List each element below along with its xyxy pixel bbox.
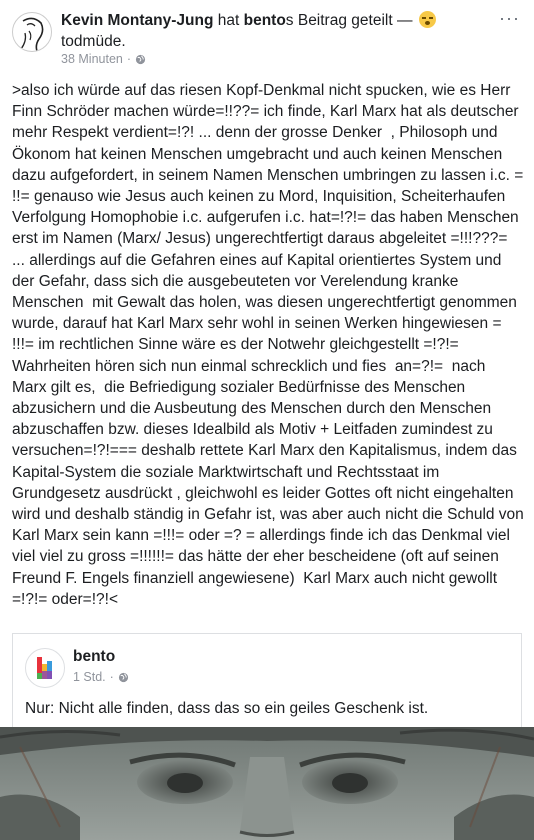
post-text: >also ich würde auf das riesen Kopf-Denkmal nicht spucken, wie es Herr Finn Schröder machen würde=!!??= ich finde, Karl Marx hat als deutscher mehr Respekt verdient=!?! ... denn der grosse Denker , Philosoph und Ökonom hat keinen Menschen umgebracht und auch keinen Menschen dazu aufgefordert, in seinem Namen Menschen umbringen zu lassen i.c. = !!= genauso wie Jesus auch keinen zu Mord, Inquisition, Scheiterhaufen Verfolgung Homophobie i.c. aufgerufen i.c. hat=!?!= das haben Menschen erst im Namen (Marx/ Jesus) ungerechtfertigt daraus abgeleitet =!!!???= ... allerdings auf die Gefahren eines auf Kapital orientiertes System und der Gefahr, dass sich die ausgebeuteten vor Verelendung kranke Menschen mit Gewalt das holen, was diesen ungerechtfertigt genommen wurde, darauf hat Karl Marx sehr wohl in seinen Werken hingewiesen = !!!= im rechtlichen Sinne wäre es der Notwehr gleichgestellt =!?!= Wahrheiten hören sich nun einmal schrecklich und fies an=?!= nach Marx gilt es, die Befriedigung sozialer Bedürfnisse des Menschen abzusichern und die Ausbeutung des Menschen durch den Menschen abzuschaffen bzw. dieses Idealbild als Motiv + Leitfaden zumindest zu versuchen=!?!=== deshalb rettete Karl Marx den Kapitalismus, indem das Kapital-System die soziale Marktwirtschaft und Rechtsstaat im Grundgesetz ausdrückt , gleichwohl es leider Gottes oft nicht eingehalten wird und deshalb ständig in Gefahr ist, was aber auch nicht die Schuld von Karl Marx sein kann =!!!= oder =? = allerdings finde ich das Denkmal viel viel viel zu gross =!!!!!!= das hätte der eher bescheidene (oft auf seinen Freund F. Engels finanziell angewiesene) Karl Marx auch nicht gewollt =!?!= oder=!?!< xyxy=(12,82,529,608)
shared-meta-separator: · xyxy=(109,670,114,684)
shared-page-name[interactable]: bento xyxy=(73,648,116,665)
shared-timestamp[interactable]: 1 Std. xyxy=(73,670,106,684)
sleepy-emoji-icon xyxy=(419,11,436,28)
globe-icon xyxy=(135,54,146,65)
shared-page-link[interactable]: bento xyxy=(243,12,286,29)
globe-icon xyxy=(118,672,129,683)
feeling-text[interactable]: todmüde. xyxy=(61,33,126,50)
meta-separator: · xyxy=(126,52,132,66)
author-avatar[interactable] xyxy=(12,12,52,52)
post-photo[interactable] xyxy=(0,727,534,840)
action-suffix: s Beitrag geteilt — xyxy=(285,12,413,29)
shared-post-text: Nur: Nicht alle finden, dass das so ein geiles Geschenk ist. xyxy=(25,700,429,717)
action-prefix: hat xyxy=(217,12,240,29)
bento-logo-icon[interactable] xyxy=(25,648,65,688)
shared-meta xyxy=(73,670,129,684)
post-header xyxy=(0,0,534,72)
more-icon[interactable]: ··· xyxy=(499,8,520,28)
post-meta xyxy=(61,52,146,66)
post-timestamp[interactable]: 38 Minuten xyxy=(61,52,123,66)
author-name[interactable]: Kevin Montany-Jung xyxy=(61,12,214,29)
shared-post-card[interactable] xyxy=(12,633,522,727)
post-header-text xyxy=(61,10,481,52)
